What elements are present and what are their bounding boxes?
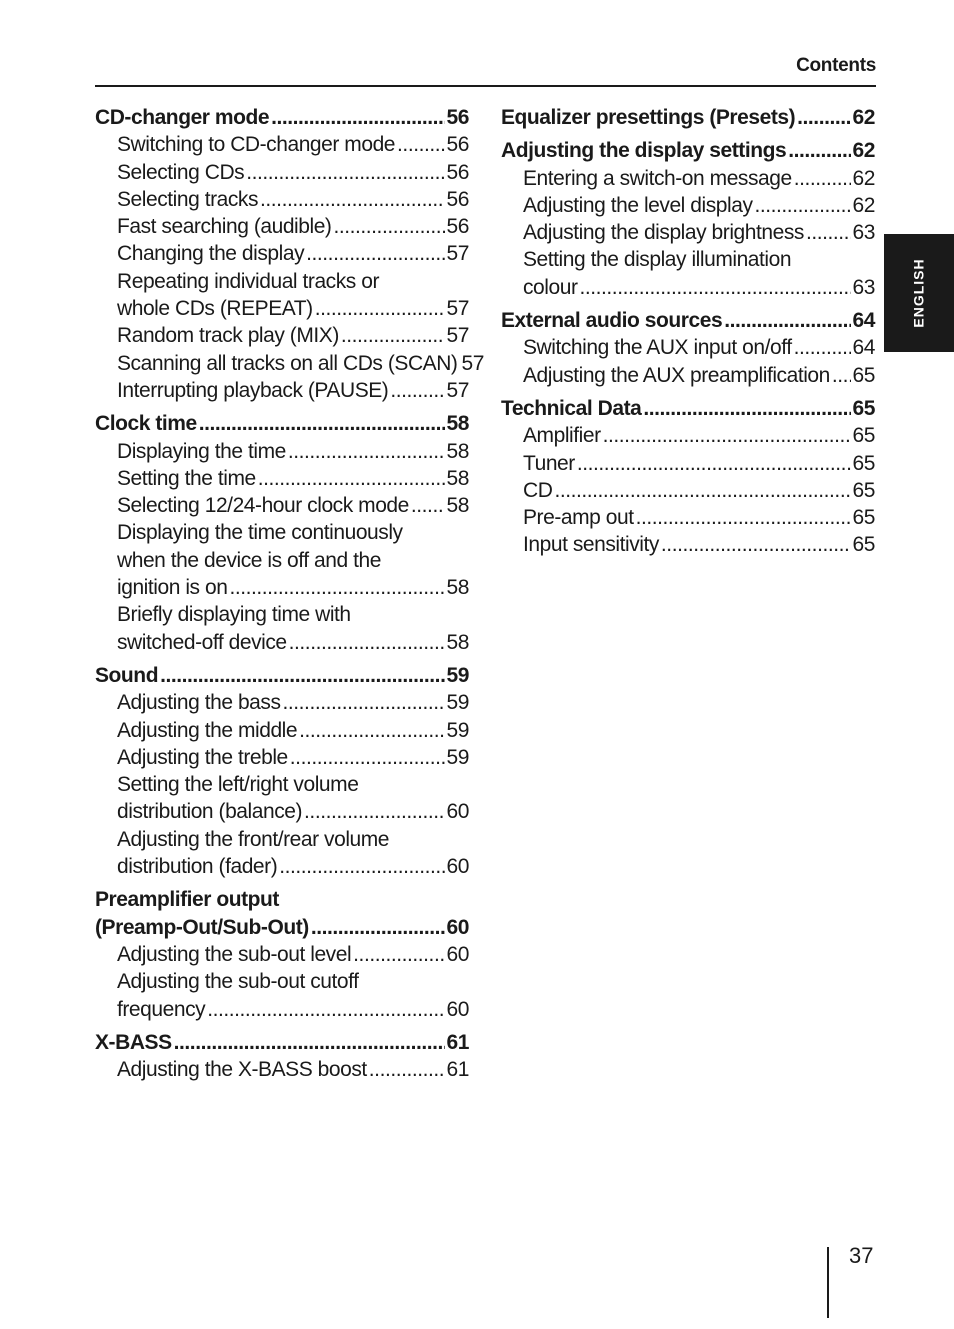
- toc-heading: [95, 886, 469, 913]
- toc-entry-text: Selecting CDs: [117, 160, 245, 184]
- toc-entry-text: Switching to CD-changer mode: [117, 133, 396, 157]
- toc-entry-text: Adjusting the front/rear volume: [117, 827, 390, 851]
- toc-heading-text: Adjusting the display settings: [501, 139, 787, 163]
- toc-heading: [95, 410, 469, 437]
- dot-leader: [755, 192, 851, 219]
- toc-heading-text: Clock time: [95, 412, 197, 436]
- toc-heading: [501, 307, 875, 334]
- dot-leader: [636, 504, 851, 531]
- dot-leader: [258, 465, 445, 492]
- toc-section: [95, 886, 469, 1022]
- toc-entry-text: Fast searching (audible): [117, 215, 332, 239]
- page-ref: 57: [446, 297, 469, 321]
- toc-heading: [95, 662, 469, 689]
- page-ref: 62: [852, 166, 875, 190]
- dot-leader: [661, 531, 851, 558]
- toc-entry-text: Setting the time: [117, 466, 256, 490]
- dot-leader: [260, 186, 445, 213]
- toc-entry: [95, 159, 469, 186]
- page-ref: 62: [852, 193, 875, 217]
- toc-entry: [95, 213, 469, 240]
- toc-entry-text: Displaying the time continuously: [117, 521, 403, 545]
- toc-section: [501, 104, 875, 131]
- page-ref: 58: [446, 494, 469, 518]
- dot-leader: [333, 213, 444, 240]
- dot-leader: [174, 1029, 445, 1056]
- page-ref: 60: [446, 942, 469, 966]
- dot-leader: [315, 295, 445, 322]
- toc-heading: [501, 137, 875, 164]
- toc-entry-text: Selecting 12/24-hour clock mode: [117, 494, 409, 518]
- toc-entry: [95, 492, 469, 519]
- toc-section: [501, 307, 875, 389]
- page-ref: 65: [852, 533, 875, 557]
- toc-section: [95, 662, 469, 880]
- page-ref: 61: [446, 1030, 469, 1054]
- page-ref: 64: [852, 309, 875, 333]
- dot-leader: [832, 362, 851, 389]
- toc-entry-text: CD: [523, 478, 553, 502]
- toc-entry: [95, 574, 469, 601]
- toc-entry-text: when the device is off and the: [117, 548, 381, 572]
- toc-heading: [501, 395, 875, 422]
- toc-entry-text: Displaying the time: [117, 439, 286, 463]
- toc-entry: [501, 192, 875, 219]
- toc-heading-text: X-BASS: [95, 1030, 172, 1054]
- toc-entry-text: Adjusting the level display: [523, 193, 753, 217]
- page-ref: 62: [852, 139, 875, 163]
- toc-entry-text: Setting the display illumination: [523, 248, 792, 272]
- toc-entry: [95, 547, 469, 574]
- dot-leader: [580, 274, 851, 301]
- toc-section: [95, 410, 469, 656]
- toc-entry: [95, 322, 469, 349]
- toc-column-left: [95, 104, 484, 1089]
- toc-entry-text: Pre-amp out: [523, 506, 634, 530]
- dot-leader: [397, 131, 444, 158]
- toc-column-right: [501, 104, 875, 565]
- toc-entry-text: Scanning all tracks on all CDs (SCAN): [117, 351, 458, 375]
- page-ref: 58: [446, 466, 469, 490]
- page-ref: 63: [852, 275, 875, 299]
- toc-entry: [95, 465, 469, 492]
- toc-entry: [95, 744, 469, 771]
- page-ref: 56: [446, 187, 469, 211]
- page-ref: 65: [852, 363, 875, 387]
- dot-leader: [724, 307, 850, 334]
- page-ref: 61: [446, 1058, 469, 1082]
- toc-entry: [501, 477, 875, 504]
- toc-entry: [501, 165, 875, 192]
- toc-entry: [95, 350, 484, 377]
- toc-entry-text: Adjusting the display brightness: [523, 221, 804, 245]
- page-ref: 59: [446, 718, 469, 742]
- toc-entry: [95, 771, 469, 798]
- toc-entry-text: distribution (fader): [117, 855, 278, 879]
- page-ref: 65: [852, 506, 875, 530]
- toc-entry: [95, 601, 469, 628]
- toc-heading-text: Sound: [95, 663, 159, 687]
- language-tab-label: ENGLISH: [910, 258, 927, 328]
- dot-leader: [279, 853, 444, 880]
- dot-leader: [794, 165, 851, 192]
- toc-heading: [501, 104, 875, 131]
- page-ref: 58: [446, 412, 469, 436]
- dot-leader: [806, 219, 851, 246]
- page-ref: 65: [852, 424, 875, 448]
- toc-entry: [95, 438, 469, 465]
- toc-entry: [95, 853, 469, 880]
- dot-leader: [603, 422, 851, 449]
- dot-leader: [306, 240, 444, 267]
- toc-entry-text: Switching the AUX input on/off: [523, 336, 792, 360]
- dot-leader: [311, 914, 445, 941]
- toc-entry-text: Setting the left/right volume: [117, 773, 359, 797]
- page-ref: 59: [446, 745, 469, 769]
- toc-entry-text: colour: [523, 275, 578, 299]
- toc-entry: [95, 798, 469, 825]
- toc-entry-text: Adjusting the sub-out level: [117, 942, 352, 966]
- toc-entry-text: Adjusting the treble: [117, 745, 288, 769]
- dot-leader: [271, 104, 444, 131]
- toc-entry-text: Briefly displaying time with: [117, 603, 351, 627]
- page-ref: 60: [446, 855, 469, 879]
- toc-entry-text: frequency: [117, 997, 206, 1021]
- dot-leader: [160, 662, 444, 689]
- toc-section: [95, 1029, 469, 1084]
- toc-entry-text: Random track play (MIX): [117, 324, 339, 348]
- toc-heading: [95, 914, 469, 941]
- toc-entry-text: switched-off device: [117, 630, 287, 654]
- toc-heading-text: (Preamp-Out/Sub-Out): [95, 915, 309, 939]
- page-header-title: Contents: [796, 55, 876, 76]
- toc-heading-text: Equalizer presettings (Presets): [501, 106, 796, 129]
- page-ref: 65: [852, 451, 875, 475]
- toc-entry: [501, 274, 875, 301]
- toc-entry-text: Selecting tracks: [117, 187, 259, 211]
- page-ref: 60: [446, 915, 469, 939]
- page-ref: 65: [852, 478, 875, 502]
- dot-leader: [788, 137, 850, 164]
- page-ref: 59: [446, 663, 469, 687]
- toc-entry: [95, 996, 469, 1023]
- toc-entry: [501, 504, 875, 531]
- dot-leader: [283, 689, 445, 716]
- page-ref: 60: [446, 800, 469, 824]
- toc-entry-text: Adjusting the sub-out cutoff: [117, 970, 359, 994]
- page-ref: 63: [852, 221, 875, 245]
- toc-entry-text: Interrupting playback (PAUSE): [117, 378, 389, 402]
- dot-leader: [304, 798, 444, 825]
- toc-entry-text: Adjusting the AUX preamplification: [523, 363, 830, 387]
- toc-entry-text: Tuner: [523, 451, 575, 475]
- dot-leader: [288, 438, 445, 465]
- dot-leader: [229, 574, 444, 601]
- language-tab: [884, 234, 954, 352]
- page-ref: 57: [446, 378, 469, 402]
- toc-entry: [95, 240, 469, 267]
- toc-entry: [95, 968, 469, 995]
- toc-heading-text: CD-changer mode: [95, 106, 270, 129]
- toc-entry: [95, 689, 469, 716]
- toc-entry: [95, 1056, 469, 1083]
- toc-entry-text: Adjusting the X-BASS boost: [117, 1058, 367, 1082]
- toc-heading: [95, 104, 469, 131]
- page-ref: 58: [446, 630, 469, 654]
- page-ref: 57: [446, 242, 469, 266]
- toc-entry: [95, 826, 469, 853]
- toc-section: [501, 395, 875, 559]
- dot-leader: [353, 941, 444, 968]
- dot-leader: [794, 334, 851, 361]
- page-ref: 56: [446, 160, 469, 184]
- toc-entry: [501, 219, 875, 246]
- toc-entry: [501, 334, 875, 361]
- toc-entry: [95, 941, 469, 968]
- toc-entry: [95, 131, 469, 158]
- dot-leader: [299, 717, 444, 744]
- dot-leader: [289, 629, 445, 656]
- toc-entry: [501, 362, 875, 389]
- page-number: 37: [849, 1243, 874, 1268]
- header-divider: [95, 85, 876, 87]
- toc-entry: [501, 246, 875, 273]
- toc-section: [501, 137, 875, 301]
- toc-entry-text: whole CDs (REPEAT): [117, 297, 313, 321]
- dot-leader: [411, 492, 445, 519]
- toc-entry-text: Input sensitivity: [523, 533, 659, 557]
- page-ref: 58: [446, 439, 469, 463]
- toc-heading-text: Preamplifier output: [95, 888, 279, 912]
- page-ref: 62: [852, 106, 875, 129]
- toc-entry-text: distribution (balance): [117, 800, 303, 824]
- toc-entry: [501, 422, 875, 449]
- page-ref: 57: [461, 351, 484, 375]
- dot-leader: [290, 744, 445, 771]
- toc-entry: [501, 531, 875, 558]
- page-number-divider: [827, 1247, 829, 1318]
- toc-entry: [95, 186, 469, 213]
- page-ref: 57: [446, 324, 469, 348]
- page-ref: 64: [852, 336, 875, 360]
- toc-entry: [95, 268, 469, 295]
- toc-entry: [95, 519, 469, 546]
- toc-entry: [95, 295, 469, 322]
- toc-entry-text: Repeating individual tracks or: [117, 269, 379, 293]
- page-ref: 58: [446, 576, 469, 600]
- toc-entry-text: Amplifier: [523, 424, 601, 448]
- dot-leader: [207, 996, 444, 1023]
- dot-leader: [369, 1056, 445, 1083]
- toc-section: [95, 104, 484, 404]
- page-ref: 56: [446, 106, 469, 129]
- page-ref: 56: [446, 133, 469, 157]
- page-ref: 60: [446, 997, 469, 1021]
- dot-leader: [643, 395, 850, 422]
- toc-entry: [95, 717, 469, 744]
- dot-leader: [390, 377, 444, 404]
- page-ref: 56: [446, 215, 469, 239]
- dot-leader: [554, 477, 850, 504]
- toc-entry-text: Adjusting the bass: [117, 691, 281, 715]
- toc-entry-text: Entering a switch-on message: [523, 166, 792, 190]
- dot-leader: [246, 159, 444, 186]
- toc-heading-text: External audio sources: [501, 309, 723, 333]
- toc-entry-text: Changing the display: [117, 242, 305, 266]
- toc-heading-text: Technical Data: [501, 396, 642, 420]
- dot-leader: [341, 322, 445, 349]
- dot-leader: [797, 104, 850, 131]
- toc-entry-text: Adjusting the middle: [117, 718, 298, 742]
- dot-leader: [199, 410, 445, 437]
- toc-entry: [95, 629, 469, 656]
- toc-entry-text: ignition is on: [117, 576, 228, 600]
- toc-heading: [95, 1029, 469, 1056]
- toc-entry: [95, 377, 469, 404]
- toc-entry: [501, 450, 875, 477]
- dot-leader: [577, 450, 851, 477]
- page-ref: 59: [446, 691, 469, 715]
- page-ref: 65: [852, 396, 875, 420]
